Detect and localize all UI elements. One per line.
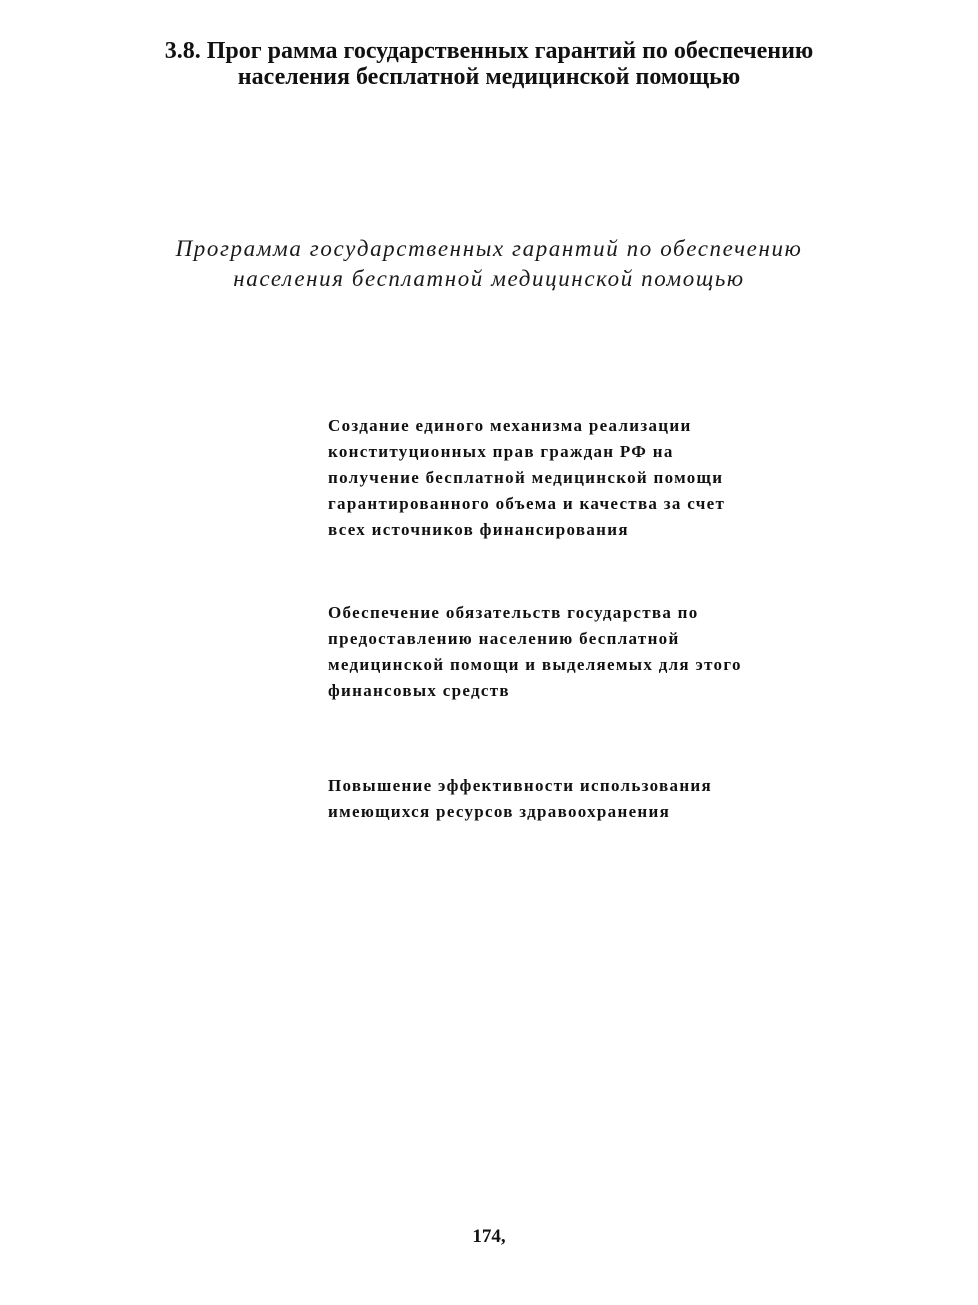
section-heading bbox=[0, 38, 978, 90]
goal-item-line: конституционных прав граждан РФ на bbox=[328, 442, 674, 461]
program-title bbox=[0, 234, 978, 294]
goal-item-line: Обеспечение обязательств государства по bbox=[328, 603, 699, 622]
goal-item-line: медицинской помощи и выделяемых для этого bbox=[328, 655, 742, 674]
section-heading-line: 3.8. Прог рамма государственных гарантий по обеспечению bbox=[164, 38, 814, 64]
goal-item-line: получение бесплатной медицинской помощи bbox=[328, 468, 724, 487]
goal-item-line: гарантированного объема и качества за счет bbox=[328, 494, 726, 513]
goal-item-line: финансовых средств bbox=[328, 681, 510, 700]
section-heading-line: населения бесплатной медицинской помощью bbox=[237, 64, 741, 90]
goal-item-line: предоставлению населению бесплатной bbox=[328, 629, 680, 648]
program-title-line: Программа государственных гарантий по обеспечению bbox=[175, 236, 803, 261]
goal-item-line: Повышение эффективности использования bbox=[328, 776, 713, 795]
goal-item-line: всех источников финансирования bbox=[328, 520, 629, 539]
goal-item-line: Создание единого механизма реализации bbox=[328, 416, 692, 435]
goal-item-mechanism bbox=[328, 413, 725, 543]
page-number: 174, bbox=[472, 1226, 506, 1247]
program-title-line: населения бесплатной медицинской помощью bbox=[233, 266, 745, 291]
goal-item-line: имеющихся ресурсов здравоохранения bbox=[328, 802, 671, 821]
goal-item-efficiency bbox=[328, 773, 712, 825]
goal-item-obligations bbox=[328, 600, 742, 704]
